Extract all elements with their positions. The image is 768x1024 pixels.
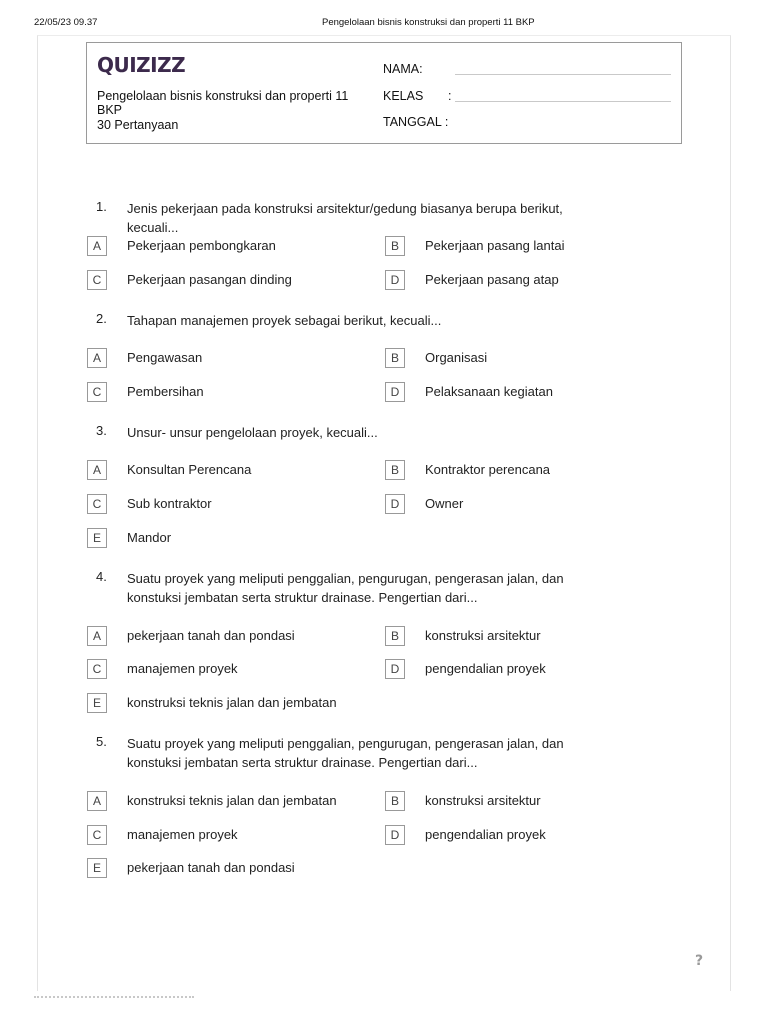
option-text: manajemen proyek: [127, 827, 238, 842]
worksheet-header-box: [86, 42, 682, 144]
option-letter: B: [385, 460, 405, 480]
option-letter: B: [385, 791, 405, 811]
option-letter: A: [87, 348, 107, 368]
option-letter: D: [385, 270, 405, 290]
nama-line: [455, 74, 671, 75]
kelas-label: KELAS: [383, 89, 424, 103]
option-letter: A: [87, 626, 107, 646]
option-letter: C: [87, 659, 107, 679]
option-text: pekerjaan tanah dan pondasi: [127, 860, 295, 875]
kelas-line: [455, 101, 671, 102]
option-letter: E: [87, 693, 107, 713]
quiz-title: Pengelolaan bisnis konstruksi dan properti 11 BKP: [97, 89, 349, 117]
question-number: 2.: [96, 311, 107, 326]
question-number: 4.: [96, 569, 107, 584]
option-text: Pengawasan: [127, 350, 203, 365]
question-number: 3.: [96, 423, 107, 438]
option-letter: A: [87, 791, 107, 811]
option-text: Pelaksanaan kegiatan: [425, 384, 553, 399]
option-letter: E: [87, 858, 107, 878]
option-letter: E: [87, 528, 107, 548]
option-letter: B: [385, 626, 405, 646]
option-text: pengendalian proyek: [425, 661, 546, 676]
option-text: Pekerjaan pasang lantai: [425, 238, 565, 253]
option-text: pengendalian proyek: [425, 827, 546, 842]
option-letter: B: [385, 348, 405, 368]
print-datetime: 22/05/23 09.37: [34, 17, 98, 28]
option-text: Owner: [425, 496, 464, 511]
option-text: manajemen proyek: [127, 661, 238, 676]
kelas-colon: :: [448, 89, 452, 103]
option-text: pekerjaan tanah dan pondasi: [127, 628, 295, 643]
option-letter: C: [87, 494, 107, 514]
tanggal-label: TANGGAL :: [383, 115, 449, 129]
option-text: konstruksi arsitektur: [425, 793, 541, 808]
option-letter: A: [87, 236, 107, 256]
nama-label: NAMA:: [383, 62, 423, 76]
question-text: Unsur- unsur pengelolaan proyek, kecuali...: [127, 425, 378, 440]
option-text: Pekerjaan pasangan dinding: [127, 272, 292, 287]
question-text: Suatu proyek yang meliputi penggalian, pengurugan, pengerasan jalan, dan konstuksi jembatan serta struktur drainase. Pengertian dari...: [127, 736, 564, 770]
option-letter: C: [87, 382, 107, 402]
question-number: 5.: [96, 734, 107, 749]
option-text: Pembersihan: [127, 384, 204, 399]
option-text: Kontraktor perencana: [425, 462, 551, 477]
question-mark-icon[interactable]: ?: [695, 953, 704, 969]
question-number: 1.: [96, 199, 107, 214]
option-text: Organisasi: [425, 350, 488, 365]
question-text: Jenis pekerjaan pada konstruksi arsitektur/gedung biasanya berupa berikut, kecuali...: [127, 201, 563, 235]
option-text: Mandor: [127, 530, 172, 545]
option-letter: D: [385, 825, 405, 845]
option-text: Konsultan Perencana: [127, 462, 252, 477]
print-header: [34, 17, 734, 31]
option-text: Pekerjaan pasang atap: [425, 272, 559, 287]
quizizz-logo: QUIZIZZ: [97, 53, 186, 77]
option-text: konstruksi teknis jalan dan jembatan: [127, 793, 337, 808]
cut-off-footer: [34, 996, 194, 1004]
option-letter: C: [87, 825, 107, 845]
option-letter: D: [385, 382, 405, 402]
option-letter: C: [87, 270, 107, 290]
question-text: Suatu proyek yang meliputi penggalian, pengurugan, pengerasan jalan, dan konstuksi jembatan serta struktur drainase. Pengertian dari...: [127, 571, 564, 605]
option-letter: D: [385, 659, 405, 679]
option-text: Sub kontraktor: [127, 496, 212, 511]
option-text: konstruksi teknis jalan dan jembatan: [127, 695, 337, 710]
question-text: Tahapan manajemen proyek sebagai berikut, kecuali...: [127, 313, 442, 328]
print-title: Pengelolaan bisnis konstruksi dan properti 11 BKP: [322, 17, 535, 28]
option-letter: A: [87, 460, 107, 480]
option-text: konstruksi arsitektur: [425, 628, 541, 643]
worksheet-page: [37, 35, 731, 991]
question-count: 30 Pertanyaan: [97, 118, 179, 132]
option-letter: D: [385, 494, 405, 514]
option-letter: B: [385, 236, 405, 256]
option-text: Pekerjaan pembongkaran: [127, 238, 276, 253]
